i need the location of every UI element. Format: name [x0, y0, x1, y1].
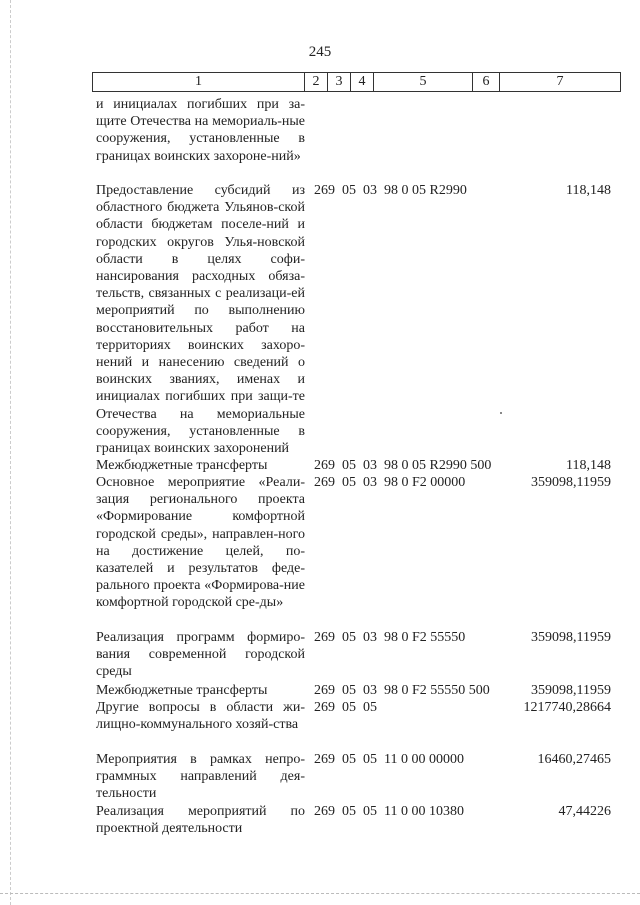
row-codes: 269 05 05 — [314, 700, 377, 715]
row-codes: 269 05 03 98 0 F2 55550 — [314, 630, 466, 645]
row-description: Предоставление субсидий из областного бюджета Ульянов-ской области бюджетам поселе-ний и городских округов Улья-новской области в целях софи-нансирования расходных обяза-тельств, связанных с реализаци-ей мероприятий по выполнению восстановительных работ на территориях воинских захоро-нений и нанесению сведений о воинских званиях, именах и инициалах погибших при защи-те Отечества на мемориальные сооружения, установленные в границах воинских захоронений — [96, 183, 305, 457]
row-description: Реализация мероприятий по проектной деятельности — [96, 804, 305, 837]
scan-speck — [500, 412, 502, 414]
column-header-3: 3 — [328, 73, 351, 92]
row-description: и инициалах погибших при за-щите Отечества на мемориаль-ные сооружения, установленные в границах воинских захороне-ний» — [96, 97, 305, 164]
column-header-7: 7 — [500, 73, 621, 92]
column-header-4: 4 — [351, 73, 374, 92]
row-codes: 269 05 05 11 0 00 10380 — [314, 804, 464, 819]
row-description: Межбюджетные трансферты — [96, 683, 268, 698]
column-header-row — [92, 72, 621, 92]
row-description: Основное мероприятие «Реали-зация регионального проекта «Формирование комфортной городской среды», направлен-ного на достижение целей, по-казателей и результатов феде-рального проекта «Формирова-ние комфортной городской сре-ды» — [96, 475, 305, 611]
row-amount: 359098,11959 — [531, 630, 611, 645]
page-number: 245 — [308, 44, 332, 60]
row-description: Мероприятия в рамках непро-граммных направлений дея-тельности — [96, 752, 305, 802]
row-amount: 16460,27465 — [537, 752, 611, 767]
row-amount: 118,148 — [566, 458, 611, 473]
column-header-6: 6 — [473, 73, 500, 92]
row-amount: 359098,11959 — [531, 475, 611, 490]
row-codes: 269 05 03 98 0 F2 55550 500 — [314, 683, 490, 698]
row-codes: 269 05 03 98 0 F2 00000 — [314, 475, 466, 490]
scan-edge-left — [10, 0, 11, 905]
row-amount: 118,148 — [566, 183, 611, 198]
column-header-2: 2 — [305, 73, 328, 92]
row-codes: 269 05 05 11 0 00 00000 — [314, 752, 464, 767]
row-description: Другие вопросы в области жи-лищно-коммунального хозяй-ства — [96, 700, 305, 733]
column-header-1: 1 — [93, 73, 305, 92]
row-amount: 1217740,28664 — [523, 700, 611, 715]
row-description: Реализация программ формиро-вания современной городской среды — [96, 630, 305, 680]
row-codes: 269 05 03 98 0 05 R2990 500 — [314, 458, 492, 473]
column-header-5: 5 — [374, 73, 473, 92]
scan-edge-bottom — [0, 893, 640, 894]
row-amount: 47,44226 — [558, 804, 611, 819]
row-codes: 269 05 03 98 0 05 R2990 — [314, 183, 467, 198]
row-description: Межбюджетные трансферты — [96, 458, 268, 473]
row-amount: 359098,11959 — [531, 683, 611, 698]
